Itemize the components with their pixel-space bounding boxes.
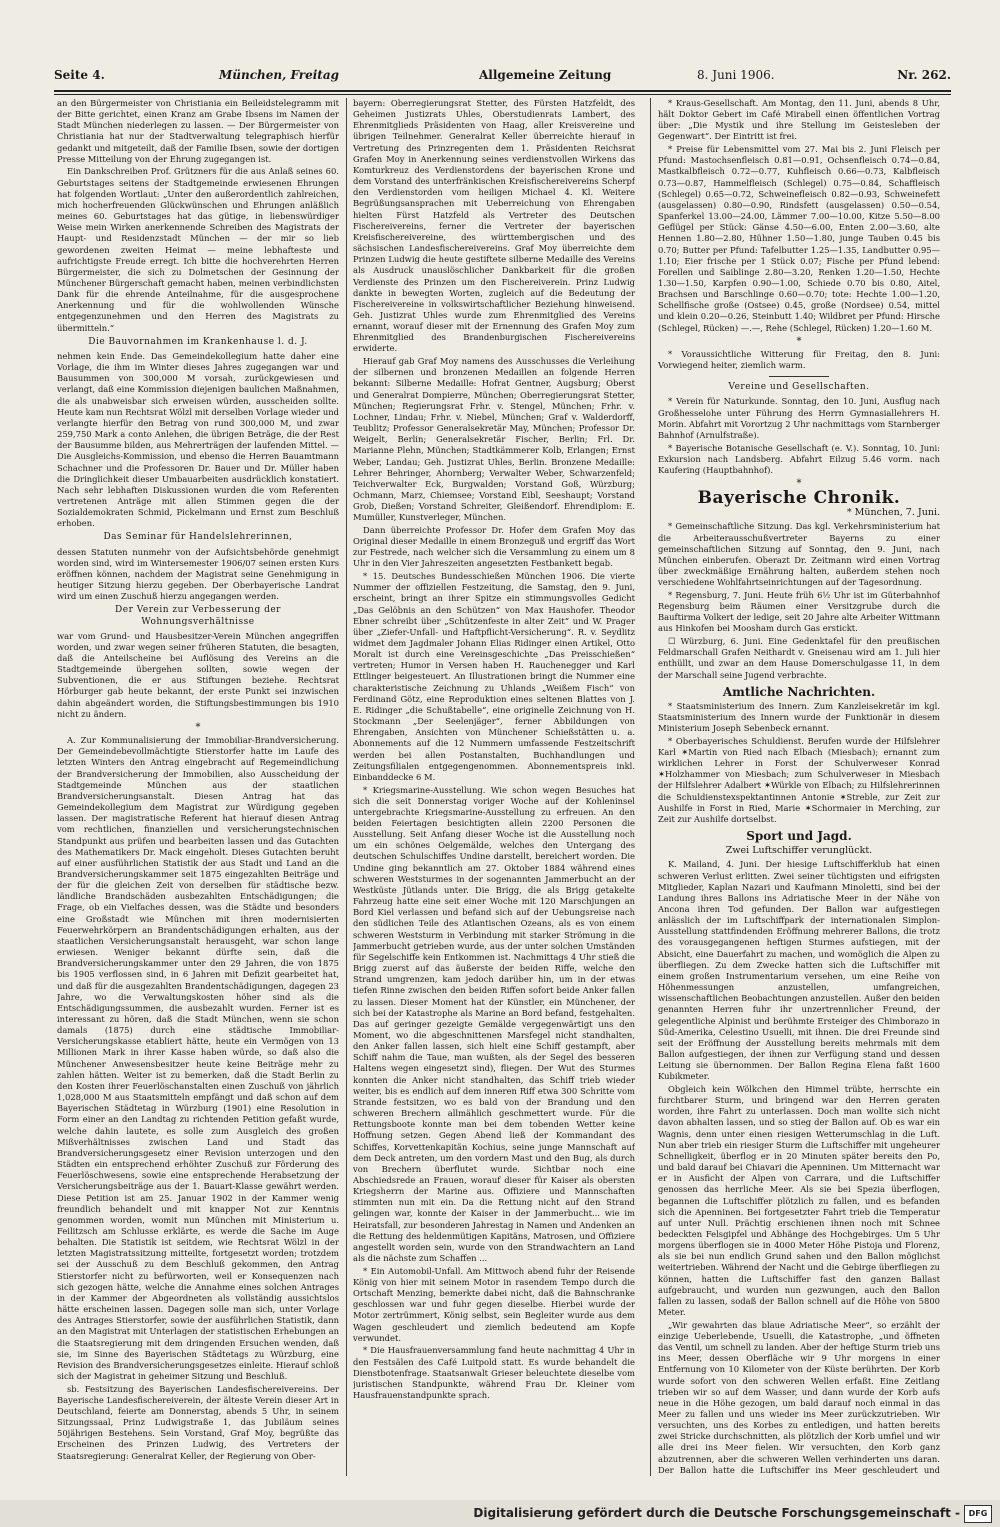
masthead-rule: [54, 90, 951, 95]
masthead: [54, 68, 951, 86]
article-heading: Der Verein zur Verbesserung der Wohnungsverhältnisse: [115, 605, 281, 627]
digitization-footer: [0, 1500, 1000, 1527]
newspaper-title: Allgemeine Zeitung: [479, 68, 612, 82]
dfg-logo: DFG: [964, 1505, 992, 1523]
article-paragraph: * Kriegsmarine-Ausstellung. Wie schon wegen Besuches hat sich die seit Donnerstag voriger Woche auf der Kohleninsel untergebrachte Kriegsmarine-Ausstellung zu erfreuen. An den beiden Feiertagen besichtigten allein 2200 Personen die Ausstellung. Seit Anfang dieser Woche ist die Ausstellung noch um ein schönes Oelgemälde, welches den Untergang des deutschen Schulschiffes Undine darstellt, bereichert worden. Die Undine ging bekanntlich am 27. Oktober 1884 während eines schweren Weststurmes in der sogenannten Jammerbucht an der Westküste Jütlands unter. Die Brigg, die als Brigg getakelte Fahrzeug hatte eine seit einer Woche mit 120 Marschjungen an Bord Kiel verlassen und befand sich auf der Uebungsreise nach den südlichen Teile des Atlantischen Ozeans, als es von einem schweren Weststurm in Verbindung mit starker Strömung in die Jammerbucht getrieben wurde, aus der unter solchen Umständen für Segelschiffe kein Entkommen ist. Nachmittags 4 Uhr stieß die Brigg zuerst auf das äußerste der beiden Riffe, welche den Strand umgrenzen, kam jedoch darüber hin, um in der etwas tiefen Rinne zwischen den beiden Riffen sofort beide Anker fallen zu lassen. Dieser Moment hat der Künstler, ein Münchener, der sich bei der Katastrophe als Marine an Bord befand, festgehalten. Das auf geringer gezeigte Gemälde vergegenwärtigt uns den Moment, wo die abgeschnittenen Marsfegel nicht standhalten, den Anker fallen lassen, sich hielt eine Schiff gestampft, aber Schiff nahm die Taue, man wußten, als der Segel des besseren Haltens wegen eingesetzt sind), fliegen. Der Wut des Sturmes konnten die Anker nicht standhalten, das Schiff trieb wieder weiter, bis es endlich auf dem inneren Riff etwa 300 Schritte vom Strande festsitzen, wo es bald von der Brandung und den schweren Brechern allmählich geschmettert wurde. Für die Rettungsboote konnte man bei dem tobenden Wetter keine Hoffnung setzen. Gegen Abend ließ der Kommandant des Schiffes, Korvettenkapitän Kochius, seine junge Mannschaft auf dem Deck antreten, um den vordern Mast und den Bug, als durch von Brechern überflutet wurde. Sichtbar noch eine Abschiedsrede an Frauen, worauf dieser für Kaiser als obersten Kriegsherrn der Marine aus. Offiziere und Mannschaften stimmten nun mit ein. Da die Rettung nicht auf den Strand gelingen war, konnte der Kaiser in der Jammerbucht... wie im Heiratsfall, zur besonderen Jahrestag in Namen und Andenken an die Rettung des heldenmütigen Kapitäns, Matrosen, und Offiziere angestellt worden sein, wurde von den Strandwachtern an Land als die nächste zum Schaffen ...: [353, 784, 635, 1264]
article-paragraph: war vom Grund- und Hausbesitzer-Verein München angegriffen worden, und zwar wegen seiner früheren Statuten, die besagten, daß die Anteilscheine bei Auflösung des Vereins an die Stadtgemeinde übergehen sollten, sowie wegen der Subventionen, die er aus Stiftungen beziehe. Rechtsrat Hörburger gab heute bekannt, der erste Punkt sei inzwischen dahin abgeändert worden, die Stiftungsbestimmungen bis 1910 nicht zu ändern.: [57, 630, 339, 719]
article-paragraph: Ein Dankschreiben Prof. Grützners für die aus Anlaß seines 60. Geburtstages seitens der Stadtgemeinde erwiesenen Ehrungen hat folgenden Wortlaut: „Unter den außerordentlich zahlreichen, mich hocherfreuenden Glückwünschen und Ehrungen anläßlich meines 60. Geburtstages hat das gütige, in liebenswürdiger Weise mein Wirken anerkennende Schreiben des Magistrats der Haupt- und Residenzstadt München — der mir so lieb gewordenen zweiten Heimat — meine lebhafteste und aufrichtigste Freude erregt. Ich bitte die hochverehrten Herren Bürgermeister, die sich zu Dolmetschen der Gesinnung der Münchener Bürgerschaft gemacht haben, meinen verbindlichsten Dank für die ehrende Anteilnahme, für die ausgesprochene Anerkennung und für die wohlwollenden Wünsche entgegenzunehmen und den Herren des Magistrats zu übermitteln.“: [57, 166, 339, 333]
section-title-chronik: Bayerische Chronik.: [697, 488, 901, 509]
dateline: * München, 7. Juni.: [846, 507, 940, 519]
article-paragraph: * Voraussichtliche Witterung für Freitag, den 8. Juni: Vorwiegend heiter, ziemlich warm.: [658, 348, 940, 371]
article-paragraph: Obgleich kein Wölkchen den Himmel trübte, herrschte ein furchtbarer Sturm, und bringend war den Herren geraten worden, ihre Fahrt zu unterlassen. Doch man wollte sich nicht davon abhalten lassen, und so stieg der Ballon auf. Ob es war ein Wagnis, denn unter einen riesigen Wetterumschlag in die Luft. Nun aber trieb ein riesiger Sturm die Luftschiffer mit ungeheurer Schnelligkeit, überflog er in 20 Minuten später bereits den Po, und bald darauf bei Chiavari die Apenninen. Um Mitternacht war er in Ausficht der Alpen von Carrara, und die Luftschiffer genossen das herrliche Meer. Als sie bei Spezia überflogen, begannen die Luftschiffer plötzlich zu fallen, und es befanden sich die Apenninen. Bei fortgesetzter Fahrt trieb die Temperatur auf unter Null. Prächtig erschienen ihnen noch mit Schnee bedeckten Felsgipfel und Abhänge des Hochgebirges. Um 5 Uhr morgens überflogen sie in 4000 Meter Höhe Pistoja und Florenz, als sie bei nun endlich Grund sahen und den Ballon möglichst weitertrieben. Während der Nacht und die Gebirge überfliegen zu können, hatten die Luftschiffer fast den ganzen Ballast aufgebraucht, und wurden nun gezwungen, auch den Ballon fallen zu lassen, sodaß der Ballon schnell auf die Höhe von 5800 Meter.: [658, 1083, 940, 1318]
masthead-city: München, Freitag: [219, 68, 340, 82]
article-paragraph: nehmen kein Ende. Das Gemeindekollegium hatte daher eine Vorlage, die ihm im Winter dieses Jahres zugegangen war und Bausummen von 300,000 M vorsah, zurückgewiesen und verlangt, daß eine Kommission diejenigen baulichen Maßnahmen, die als unabweisbar sich erweisen würden, ausscheiden sollte. Heute kam nun Rechtsrat Wölzl mit derselben Vorlage wieder und verlangte hierfür den Betrag von rund 300,000 M, und zwar 259,750 Mark a conto Anlehen, die übrigen Beträge, die der Rest der Bausumme bilden, aus Mehrerträgen der laufenden Mittel. — Die Ausgleichs-Kommission, und ebenso die Herren Bauamtmann Schachner und die Professoren Dr. Bauer und Dr. Müller haben die Dringlichkeit dieser Umbauarbeiten ausdrücklich konstatiert. Nach sehr lebhaften Diskussionen wurden die vom Referenten vertretenen Anträge mit allen Stimmen gegen die der Sozialdemokraten Schmid, Pickelmann und Ernst zum Beschluß erhoben.: [57, 350, 339, 529]
column-3: [658, 98, 940, 1476]
section-title-sport: Sport und Jagd.: [746, 829, 852, 844]
section-title-amtlich: Amtliche Nachrichten.: [722, 684, 876, 699]
article-paragraph: * Verein für Naturkunde. Sonntag, den 10. Juni, Ausflug nach Großhesselohe unter Führung des Herrn Gymnasiallehrers H. Morin. Abfahrt mit Vorortzug 2 Uhr nachmittags vom Starnberger Bahnhof (Arnulfstraße).: [658, 396, 940, 440]
article-paragraph: * Gemeinschaftliche Sitzung. Das kgl. Verkehrsministerium hat die Arbeiterausschußvertreter Bayerns zu einer gemeinschaftlichen Sitzung auf Sonntag, den 9. Juni, nach München einberufen. Oberazt Dr. Zeitmann wird einen Vortrag über zweckmäßige Ernährung halten, außerdem stehen noch verschiedene Wohlfahrtseinrichtungen auf der Tagesordnung.: [658, 521, 940, 588]
article-paragraph: sb. Festsitzung des Bayerischen Landesfischereivereins. Der Bayerische Landesfischereiverein, der älteste Verein dieser Art in Deutschland, feierte am Donnerstag, abends 5 Uhr, in seinem Sitzungssaal, Prinz Ludwigstraße 1, das Jubiläum seines 50jährigen Bestehens. Sein Vorstand, Graf Moy, begrüßte das Erscheinen des Prinzen Ludwig, des Vertreters der Staatsregierung: Generalrat Keller, der Regierung von Ober-: [57, 1383, 339, 1461]
article-paragraph: * Staatsministerium des Innern. Zum Kanzleisekretär im kgl. Staatsministerium des Innern wurde der Funktionär in diesem Ministerium Joseph Sebenbeck ernannt.: [658, 700, 940, 734]
article-heading: Das Seminar für Handelslehrerinnen,: [103, 532, 293, 543]
article-paragraph: * Kraus-Gesellschaft. Am Montag, den 11. Juni, abends 8 Uhr, hält Doktor Gebert im Café Mirabell einen öffentlichen Vortrag über: „Die Mystik und ihre Stellung im Geistesleben der Gegenwart“. Der Eintritt ist frei.: [658, 98, 940, 142]
article-paragraph: * Regensburg, 7. Juni. Heute früh 6½ Uhr ist im Güterbahnhof Regensburg beim Räumen einer Versitzgrube durch die Bauftirma Volkert der ledige, seit 20 Jahre alte Arbeiter Wittmann aus Hinkofen bei Moosham durch Gas erstickt.: [658, 589, 940, 634]
article-heading: Die Bauvornahmen im Krankenhause l. d. J.: [88, 336, 308, 347]
article-paragraph: * Ein Automobil-Unfall. Am Mittwoch abend fuhr der Reisende König von hier mit seinem Motor in rasendem Tempo durch die Ortschaft Menzing, bemerkte dabei nicht, daß die Bahnschranke geschlossen war und fuhr gegen dieselbe. Hierbei wurde der Motor zertrümmert, König selbst, sein Begleiter wurde aus dem Wagen geschleudert und ziemlich bedeutend am Kopfe verwundet.: [353, 1265, 635, 1343]
issue-date: 8. Juni 1906.: [697, 68, 775, 82]
article-paragraph: * Preise für Lebensmittel vom 27. Mai bis 2. Juni Fleisch per Pfund: Mastochsenfleisch 0.81—0.91, Ochsenfleisch 0.74—0.84, Mastkalbfleisch 0.72—0.77, Kuhfleisch 0.66—0.73, Kalbfleisch 0.73—0.87, Hammelfleisch (Schlegel) 0.75—0.84, Schaffleisch (Schlegel) 0.65—0.72, Schweinefleisch 0.82—0.93, Schweinefett (ausgelassen) 0.80—0.90, Rindsfett (ausgelassen) 0.50—0.54, Spanferkel 13.00—24.00, Lämmer 7.00—10.00, Kitze 5.50—8.00 Geflügel per Stück: Gänse 4.50—6.00, Enten 2.00—3.60, alte Hennen 1.80—2.80, Hühner 1.50—1.80, junge Tauben 0.45 bis 0.70; Butter per Pfund: Tafelbutter 1.25—1.35, Landbutter 0.95—1.10; Eier frische per 1 Stück 0.07; Fische per Pfund lebend: Forellen und Saiblinge 2.80—3.20, Renken 1.20—1.50, Hechte 1.30—1.50, Karpfen 0.90—1.00, Schiede 0.70 bis 0.80, Aitel, Brachsen und Barschlinge 0.60—0.70; tote: Hechte 1.00—1.20, Schellfische große (Ostsee) 0.45, große (Nordsee) 0.54, mittel und klein 0.20—0.26, Steinbutt 1.40; Wildbret per Pfund: Hirsche (Schlegel, Rücken) —.—, Rehe (Schlegel, Rücken) 1.20—1.60 M.: [658, 144, 940, 333]
article-paragraph: * Bayerische Botanische Gesellschaft (e. V.). Sonntag, 10. Juni: Exkursion nach Landsberg. Abfahrt Eilzug 5.46 vorm. nach Kaufering (Hauptbahnhof).: [658, 442, 940, 475]
article-paragraph: bayern: Oberregierungsrat Stetter, des Fürsten Hatzfeldt, des Geheimen Justizrats Uhles, Oberstudienrats Lambert, des Ehrenmitglieds Präsidenten von Haag, aller Kreisvereine und übrigen Teilnehmer. Generalrat Keller überreichte hierauf in Vertretung des Prinzregenten dem 1. Präsidenten Reichsrat Grafen Moy in Anerkennung seines verdienstvollen Wirkens das Komturkreuz des Verdienstordens der bayerischen Krone und dem Vorstand des unterfränkischen Kreisfischereivereins Scherpf den Verdienstorden vom heiligen Michael 4. Kl. Weitere Begrüßungsansprachen mit Ueberreichung von Ehrengaben hielten Fürst Hatzfeld als Vertreter des Deutschen Fischereivereins, ferner die Vertreter der bayerischen Kreisfischereivereine, des württembergischen und des sächsischen Landesfischereivereins. Graf Moy überreichte dem Prinzen Ludwig die heute gestiftete silberne Medaille des Vereins als Ausdruck unauslöschlicher Dankbarkeit für die großen Verdienste des Prinzen um den Fischereiverein. Prinz Ludwig dankte in bewegten Worten, zugleich auf die Bedeutung der Fischereivereine in volkswirtschaftlicher Beziehung hinweisend. Geh. Justizrat Uhles wurde zum Ehrenmitglied des Vereins ernannt, worauf dieser mit der Ernennung des Grafen Moy zum Ehrenmitglied des Brandenburgischen Fischereivereins erwiderte.: [353, 98, 635, 354]
column-1: [57, 98, 339, 1476]
separator-star: *: [796, 478, 802, 489]
article-paragraph: A. Zur Kommunalisierung der Immobiliar-Brandversicherung. Der Gemeindebevollmächtigte Stierstorfer hatte im Laufe des letzten Winters den Antrag eingebracht auf Regemeindlichung der Brandversicherung der Immobilien, also Ausscheidung der Stadtgemeinde München aus der staatlichen Brandversicherungsanstalt. Diesen Antrag hat das Gemeindekollegium dem Magistrat zur Würdigung gegeben lassen. Der magistratische Referent hat hierauf diesen Antrag vom rechtlichen, finanziellen und versicherungstechnischen Standpunkt aus prüfen und bearbeiten lassen und das Gutachten des Mathematikers Dr. Mack eingeholt. Dieses Gutachten beruht auf einer ausführlichen Statistik der aus Stadt und Land an die Brandversicherungskammer seit 1875 eingezahlten Beiträge und der für die gleichen Zeit von derselben für städtische bezw. ländliche Brandschäden ausbezahlten Entschädigungen; die Frage, ob ein Vielfaches dessen, was die Städte und besonders eine Großstadt wie München mit ihren modernisierten Feuerwehrkörpern an Brandentschädigungen erhalten, aus der staatlichen Versicherungsanstalt herausgeht, war schon lange erwiesen. Weniger bekannt dürfte sein, daß die Brandversicherungskammer unter den 29 Jahren, die von 1875 bis 1905 verflossen sind, in 6 Jahren mit Defizit gearbeitet hat, und daß für die ausgezahlten Brandentschädigungen, dagegen 23 Jahre, wo die Verwaltungskosten höher sind als die Entschädigungssummen, die ausbezahlt wurden. Ferner ist es interessant zu hören, daß die Stadt München, wenn sie schon damals (1875) durch eine städtische Immobiliar-Versicherungskasse etabliert hätte, heute ein Vermögen von 13 Millionen Mark in ihrer Kasse haben würde, so daß also die Münchener Anwesensbesitzer heute keine Beiträge mehr zu zahlen hätten. Weiter ist zu bemerken, daß die Stadt Berlin zu den Kosten ihrer Feuerlöschanstalten einen Zuschuß von jährlich 1,028,000 M aus Staatsmitteln empfängt und daß schon auf dem Bayerischen Städtetag in Würzburg (1901) eine Resolution in Form einer an den Landtag zu richtenden Petition gefaßt wurde, welche dahin lautete, es solle zum Ausgleich des großen Mißverhältnisses zwischen Land und Stadt das Brandversicherungsgesetz einer Revision unterzogen und den Städten ein entsprechend erhöhter Zuschuß zur Förderung des Feuerlöschwesens, sowie eine entsprechende Herabsetzung der Versicherungsbeiträge aus der 1. Bauart-Klasse gewährt werden. Diese Petition ist am 25. Januar 1902 in der Kammer wenig freundlich behandelt und mit knapper Not zur Kenntnis genommen worden, womit nun München mit Ministerium u. Feilitzsch am Schlusse erklärte, es werde die Sache im Auge behalten. Die Statistik ist seitdem, wie Rechtsrat Wölzl in der letzten Magistratssitzung mitteilte, fortgesetzt worden; trotzdem sei der Ausschuß zu dem Beschluß gekommen, den Antrag Stierstorfer nicht zu befürworten, weil er Konsequenzen nach sich gezogen hätte, welche die Annahme eines solchen Antrages in der Kammer der Abgeordneten als vollständig aussichtslos hätte erscheinen lassen. Dagegen solle man sich, unter Vorlage des Antrages Stierstorfer, sowie der ausführlichen Statistik, dann an den Magistrat mit Unterlagen der statistischen Erhebungen an die Staatsregierung mit dem dringenden Ersuchen wenden, daß sie, im Sinne des Bayerischen Städtetags zu Würzburg, eine Revision des Brandversicherungsgesetzes einleite. Hierauf schloß sich der Magistrat in geheimer Sitzung und Beschluß.: [57, 735, 339, 1381]
section-rule: [769, 376, 829, 377]
issue-number: Nr. 262.: [897, 68, 951, 82]
column-divider: [650, 98, 651, 1476]
separator-star: *: [195, 721, 201, 733]
page-number: Seite 4.: [54, 68, 105, 82]
column-2: [353, 98, 635, 1476]
column-divider: [346, 98, 347, 1476]
article-paragraph: „Wir gewahrten das blaue Adriatische Meer“, so erzählt der einzige Ueberlebende, Usuelli, die Katastrophe, „und öffneten das Ventil, um schnell zu landen. Aber der heftige Sturm trieb uns ins Meer, dessen Oberfläche wir 9 Uhr morgens in einer Entfernung von 10 Kilometer von der Küste berührten. Der Korb wurde sofort von den schweren Wellen erfaßt. Eine Zeitlang trieben wir so auf dem Wasser, und dann wurde der Korb aufs neue in die Höhe gezogen, um bald darauf noch einmal in das Meer zu fallen und uns wieder ins Meer zurückzutrieben. Wir versuchten, uns des Korbes zu entledigen, und hatten bereits zwei Stricke durchschnitten, als plötzlich der Korb umfiel und wir alle drei ins Meer fielen. Wir versuchten, den Korb ganz abzutrennen, aber die schweren Wellen verhinderten uns daran. Der Ballon hatte die Luftschiffer ins Meer geschleudert und: [658, 1319, 940, 1475]
footer-credit: Digitalisierung gefördert durch die Deutsche Forschungsgemeinschaft -: [473, 1506, 960, 1520]
article-paragraph: ☐ Würzburg, 6. Juni. Eine Gedenktafel für den preußischen Feldmarschall Grafen Neithardt v. Gneisenau wird am 1. Juli hier enthüllt, und zwar an dem Hause Domerschulgasse 11, in dem der Marschall seine Jugend verbrachte.: [658, 636, 940, 680]
section-heading: Vereine und Gesellschaften.: [728, 382, 870, 393]
article-paragraph: Hierauf gab Graf Moy namens des Ausschusses die Verleihung der silbernen und bronzenen Medaillen an folgende Herren bekannt: Silberne Medaille: Hofrat Gentner, Augsburg; Oberst und Generalrat Dompierre, München; Oberregierungsrat Stetter, München; Regierungsrat Frhr. v. Stengel, München; Frhr. v. Lochner, Lindau; Frhr. v. Niebel, München; Graf v. Walderdorff, Teublitz; Professor Generalsekretär May, München; Professor Dr. Weigelt, Berlin; Generalsekretär Fischer, Berlin; Frl. Dr. Marianne Plehn, München; Stadtkämmerer Kolb, Erlangen; Ernst Weber, Landau; Geh. Justizrat Uhles, Berlin. Bronzene Medaille: Lehrer Behringer, Ahornberg; Verwalter Weber, Schwarzenfeld; Teichverwalter Eck, Burgwalden; Vorstand Goß, Würzburg; Ochmann, Marz, Chiemsee; Vorstand Eibl, Seeshaupt; Vorstand Grob, Dießen; Vorstand Schreiter, Gleißendorf. Ehrendiplom: E. Mumüller, Kunstverleger, München.: [353, 356, 635, 523]
separator-star: *: [796, 335, 802, 347]
article-paragraph: * 15. Deutsches Bundesschießen München 1906. Die vierte Nummer der offiziellen Festzeitung, die Samstag, den 9. Juni, erscheint, bringt an ihrer Spitze ein stimmungsvolles Gedicht „Das Gelöbnis an den Schützen“ von Max Haushofer. Theodor Ebner schreibt über „Schützenfeste in alter Zeit“ und W. Prager über „Ziefer-Unfall- und Haftpflicht-Versicherung“. R. v. Seydlitz widmet dem Jagdmaler Johann Elias Ridinger einen Artikel, Otto Moralt ist durch eine Vereinsgeschichte „Das Preisschießen“ vertreten; Humor in Versen haben H. Rauchenegger und Karl Ettlinger beigesteuert. An Illustrationen bringt die Nummer eine charakteristische Zeichnung zu Uhlands „Weißem Fisch“ von Ferdinand Götz, eine Reproduktion eines seltenen Blattes von J. E. Ridinger „die Schußtabelle“, eine originelle Zeichnung von H. Stockmann „Der Seelenjäger“, ferner Abbildungen von Ehrengaben, Ansichten von Münchener Schießstätten u. a. Abonnements auf die 12 Nummern umfassende Festzeitschrift werden bei allen Postanstalten, Buchhandlungen und Zeitungsfilialen entgegengenommen. Abonnementspreis inkl. Einbanddecke 6 M.: [353, 571, 635, 782]
article-paragraph: dessen Statuten nunmehr von der Aufsichtsbehörde genehmigt worden sind, wird im Wintersemester 1906/07 seinen ersten Kurs eröffnen können, nachdem der Magistrat seine Genehmigung in heutiger Sitzung hierzu gegeben. Der Oberbayerische Landrat wird um einen Zuschuß hierzu angegangen werden.: [57, 546, 339, 602]
article-paragraph: * Oberbayerisches Schuldienst. Berufen wurde der Hilfslehrer Karl ✶Martin von Ried nach Elbach (Miesbach); ernannt zum wirklichen Lehrer in Forst der Schulverweser Konrad ✶Holzhammer von Miesbach; zum Schulverweser in Miesbach der Hilfslehrer Adalbert ✶Würkle von Elbach; zu Hilfslehrerinnen die Schuldienstexspektantinnen Antonie ✶Streble, zur Zeit zur Aushilfe in Forst in Ried, Marie ✶Schormaier in Merching, zur Zeit zur Aushilfe dortselbst.: [658, 735, 940, 824]
article-subtitle: Zwei Luftschiffer verunglückt.: [725, 845, 873, 857]
article-paragraph: Dann überreichte Professor Dr. Hofer dem Grafen Moy das Original dieser Medaille in einem Bronzeguß und ergriff das Wort zur Festrede, nach welcher sich die Versammlung zu einem um 8 Uhr in den Vier Jahreszeiten angesetzten Festbankett begab.: [353, 524, 635, 569]
article-paragraph: * Die Hausfrauenversammlung fand heute nachmittag 4 Uhr in den Festsälen des Café Luitpold statt. Es wurde behandelt die Dienstbotenfrage. Staatsanwalt Grieser beleuchtete dieselbe vom juristischen Standpunkte, während Frau Dr. Kleiner vom Hausfrauenstandpunkte sprach.: [353, 1345, 635, 1400]
article-paragraph: K. Mailand, 4. Juni. Der hiesige Luftschifferklub hat einen schweren Verlust erlitten. Zwei seiner tüchtigsten und eifrigsten Mitglieder, Kaplan Nazari und Kaufmann Minoletti, sind bei der Landung ihres Ballons ins Adriatische Meer in der Nähe von Ancona ihren Tod gefunden. Der Ballon war aufgestiegen anlässlich der im Luftschiffpark der internationalen Simplon-Ausstellung stattfindenden Eröffnung mehrerer Ballons, die trotz des vorausgegangenen heftigen Sturmes aufstiegen, mit der Absicht, eine Dauerfahrt zu machen, und womöglich die Alpen zu überfliegen. Zu dem Zwecke hatten sich die Luftschiffer mit einem großen Instrumentarium versehen, um eine Reihe von Höhenmessungen anzustellen, umfangreichen, wissenschaftlichen Beobachtungen anzustellen. Außer den beiden genannten Herren fuhr ihr unzertrennlicher Freund, der gelegentliche Alpinist und berühmte Ersteiger des Chimborazo in Süd-Amerika, Celestino Usuelli, mit ihnen. Die drei Freunde sind seit der Eröffnung der Ausstellung bereits mehrmals mit dem Ballon aufgestiegen, der ihnen zur Verfügung stand und dessen Leitung sie übernommen. Der Ballon Regina Elena faßt 1600 Kubikmeter.: [658, 859, 940, 1082]
article-paragraph: an den Bürgermeister von Christiania ein Beileidstelegramm mit der Bitte gerichtet, einen Kranz am Grabe Ibsens im Namen der Stadt München niederlegen zu lassen. — Der Bürgermeister von Christiania hat nur der Stadtverwaltung telegraphisch hierfür gedankt und mitgeteilt, daß der Familie Ibsen, sowie der dortigen Presse Mitteilung von der Ehrung zugegangen ist.: [57, 98, 339, 164]
